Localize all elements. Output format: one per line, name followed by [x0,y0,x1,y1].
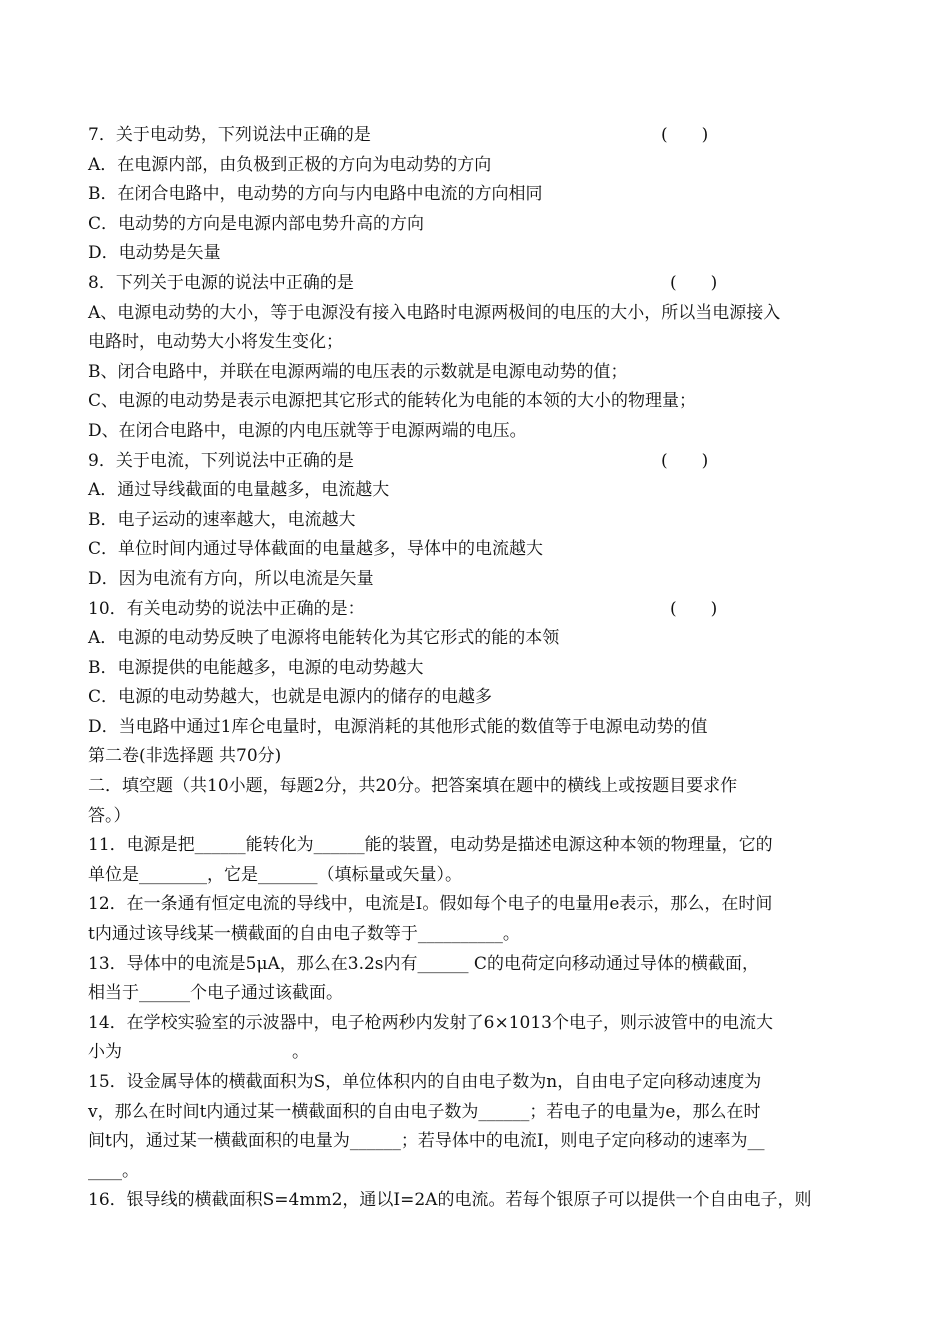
text-line [88,624,868,654]
text-line [88,1068,868,1098]
line-text: D、在闭合电路中，电源的内电压就等于电源两端的电压。 [88,420,527,441]
text-line [88,713,868,743]
answer-parenthesis: ( ) [670,272,718,293]
text-line [88,683,868,713]
line-text: C．单位时间内通过导体截面的电量越多，导体中的电流越大 [88,539,544,560]
text-line [88,979,868,1009]
line-text: 11．电源是把______能转化为______能的装置，电动势是描述电源这种本领的物理量，它的 [88,835,773,856]
text-line [88,861,868,891]
line-text: B．在闭合电路中，电动势的方向与内电路中电流的方向相同 [88,184,543,205]
line-text: v，那么在时间t内通过某一横截面积的自由电子数为______；若电子的电量为e，那么在时 [88,1101,761,1122]
line-text: C．电源的电动势越大，也就是电源内的储存的电越多 [88,687,493,708]
text-line [88,1098,868,1128]
line-text: 答。） [88,805,131,826]
text-line [88,1127,868,1157]
line-text: 10．有关电动势的说法中正确的是： [88,598,365,619]
text-line [88,506,868,536]
line-text: C．电动势的方向是电源内部电势升高的方向 [88,213,425,234]
text-line [88,210,868,240]
line-text: 电路时，电动势大小将发生变化； [88,332,343,353]
line-text: 12．在一条通有恒定电流的导线中，电流是I。假如每个电子的电量用e表示，那么，在时间 [88,894,773,915]
text-line [88,802,868,832]
text-line [88,831,868,861]
answer-parenthesis: ( ) [661,125,709,145]
line-text: B．电子运动的速率越大，电流越大 [88,509,356,530]
text-line [88,1038,868,1068]
text-line [88,535,868,565]
line-text: t内通过该导线某一横截面的自由电子数等于__________。 [88,924,520,945]
line-text: 相当于______个电子通过该截面。 [88,983,343,1004]
line-text: A、电源电动势的大小，等于电源没有接入电路时电源两极间的电压的大小，所以当电源接入 [88,302,781,323]
line-text: A．通过导线截面的电量越多，电流越大 [88,480,390,501]
answer-parenthesis: ( ) [661,450,709,471]
text-line [88,920,868,950]
text-line [88,387,868,417]
text-line [88,890,868,920]
line-text: B．电源提供的电能越多，电源的电动势越大 [88,657,424,678]
text-line [88,1157,868,1187]
text-line [88,151,868,181]
line-text: B、闭合电路中，并联在电源两端的电压表的示数就是电源电动势的值； [88,361,628,382]
text-line [88,299,868,329]
line-text: 15．设金属导体的横截面积为S，单位体积内的自由电子数为n，自由电子定向移动速度为 [88,1072,762,1092]
line-text: A．在电源内部，由负极到正极的方向为电动势的方向 [88,154,492,175]
line-text: 7．关于电动势，下列说法中正确的是 [88,125,371,145]
line-text: 单位是________，它是_______（填标量或矢量）。 [88,864,462,885]
text-line [88,742,868,772]
line-text: C、电源的电动势是表示电源把其它形式的能转化为电能的本领的大小的物理量； [88,391,697,412]
text-line [88,121,868,151]
text-line [88,269,868,299]
line-text: 小为 。 [88,1042,309,1063]
text-line [88,950,868,980]
line-text: 第二卷(非选择题 共70分) [88,746,282,767]
line-text: D．当电路中通过1库仑电量时，电源消耗的其他形式能的数值等于电源电动势的值 [88,716,708,737]
text-line [88,476,868,506]
line-text: D．因为电流有方向，所以电流是矢量 [88,568,374,589]
text-line [88,1009,868,1039]
line-text: 间t内，通过某一横截面积的电量为______；若导体中的电流I，则电子定向移动的速率为__ [88,1131,765,1152]
line-text: 14．在学校实验室的示波器中，电子枪两秒内发射了6×1013个电子，则示波管中的电流大 [88,1012,773,1033]
line-text: 二．填空题（共10小题，每题2分，共20分。把答案填在题中的横线上或按题目要求作 [88,776,738,797]
text-line [88,239,868,269]
text-line [88,1186,868,1216]
text-line [88,447,868,477]
text-line [88,328,868,358]
answer-parenthesis: ( ) [670,598,718,619]
line-text: 9．关于电流，下列说法中正确的是 [88,450,354,471]
line-text: D．电动势是矢量 [88,243,221,264]
document-page [88,121,868,1216]
text-line [88,595,868,625]
line-text: 16．银导线的横截面积S=4mm2，通以I=2A的电流。若每个银原子可以提供一个自由电子，则 [88,1190,812,1211]
text-line [88,772,868,802]
line-text: 13．导体中的电流是5μA，那么在3.2s内有______ C的电荷定向移动通过导体的横截面， [88,953,759,974]
line-text: A．电源的电动势反映了电源将电能转化为其它形式的能的本领 [88,628,560,649]
text-line [88,565,868,595]
text-line [88,417,868,447]
line-text: 8．下列关于电源的说法中正确的是 [88,272,354,293]
text-line [88,654,868,684]
text-line [88,358,868,388]
text-line [88,180,868,210]
line-text: ____。 [88,1160,139,1181]
